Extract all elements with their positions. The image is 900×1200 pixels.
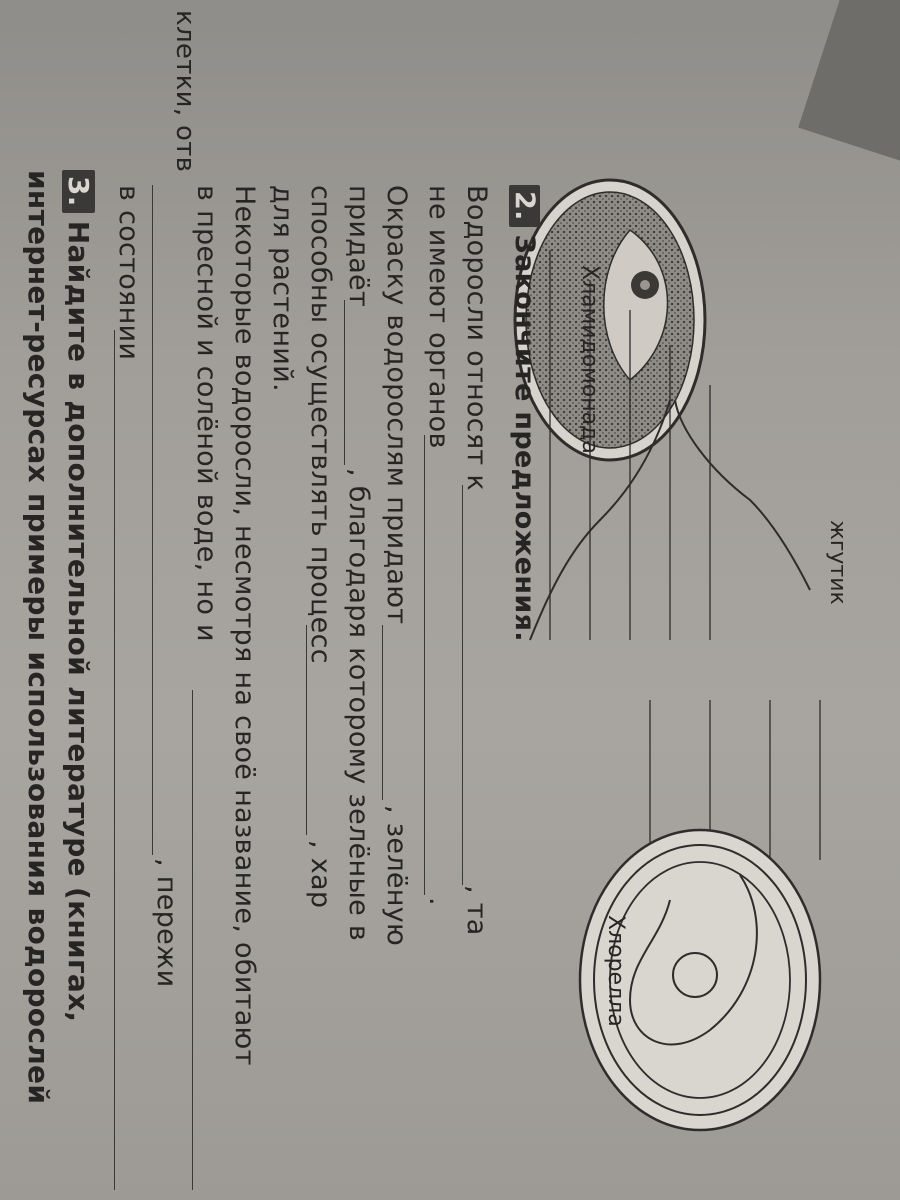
task2-line9-end: , пережи [151,858,182,988]
task2-line6: для растений. [267,185,298,392]
task3-line2: интернет-ресурсах примеры использования водорослей [22,170,55,1105]
answer-blank-3[interactable] [382,625,383,800]
task2-number: 2. [509,185,540,227]
answer-blank-5[interactable] [306,625,307,835]
task3-number: 3. [62,170,95,213]
task2-title: Закончите предложения. [509,234,540,642]
answer-blank-4[interactable] [344,300,345,465]
task3-line1 [62,170,95,1022]
task2-line4-mid: , благодаря которому зелёные в [343,468,374,942]
answer-blank-6[interactable] [192,690,193,1190]
task3-line1-text: Найдите в дополнительной литературе (книгах, [62,220,95,1023]
task2-line1-start: Водоросли относят к [461,185,492,491]
task2-line5-end: , хар [305,840,336,909]
task2-line2-end: . [423,897,454,906]
label-chlamydomonas: Хламидомонада [577,265,602,454]
answer-blank-8[interactable] [114,330,115,1190]
chlamydomonas-diagram [510,170,830,690]
header-fragment: клетки, отв [170,10,200,173]
task2-heading [509,185,540,642]
answer-blank-1[interactable] [462,485,463,885]
task2-line5-start: способны осуществлять процесс [305,185,336,664]
answer-blank-2[interactable] [424,435,425,895]
task2-line2-start: не имеют органов [423,185,454,449]
answer-blank-7[interactable] [152,185,153,855]
task2-line10-start: в состоянии [113,185,144,361]
task2-line8-start: в пресной и солёной воде, но и [191,185,222,642]
label-chlorella: Хлорелла [603,915,628,1027]
task2-line3-end: , зелёную [381,805,412,947]
task2-line1-end: , та [461,885,492,936]
task2-line3-start: Окраску водорослям придают [381,185,412,625]
task2-line7: Некоторые водоросли, несмотря на своё название, обитают [229,185,260,1066]
label-flagellum: жгутик [825,520,850,605]
task2-line4-start: придаёт [343,185,374,307]
